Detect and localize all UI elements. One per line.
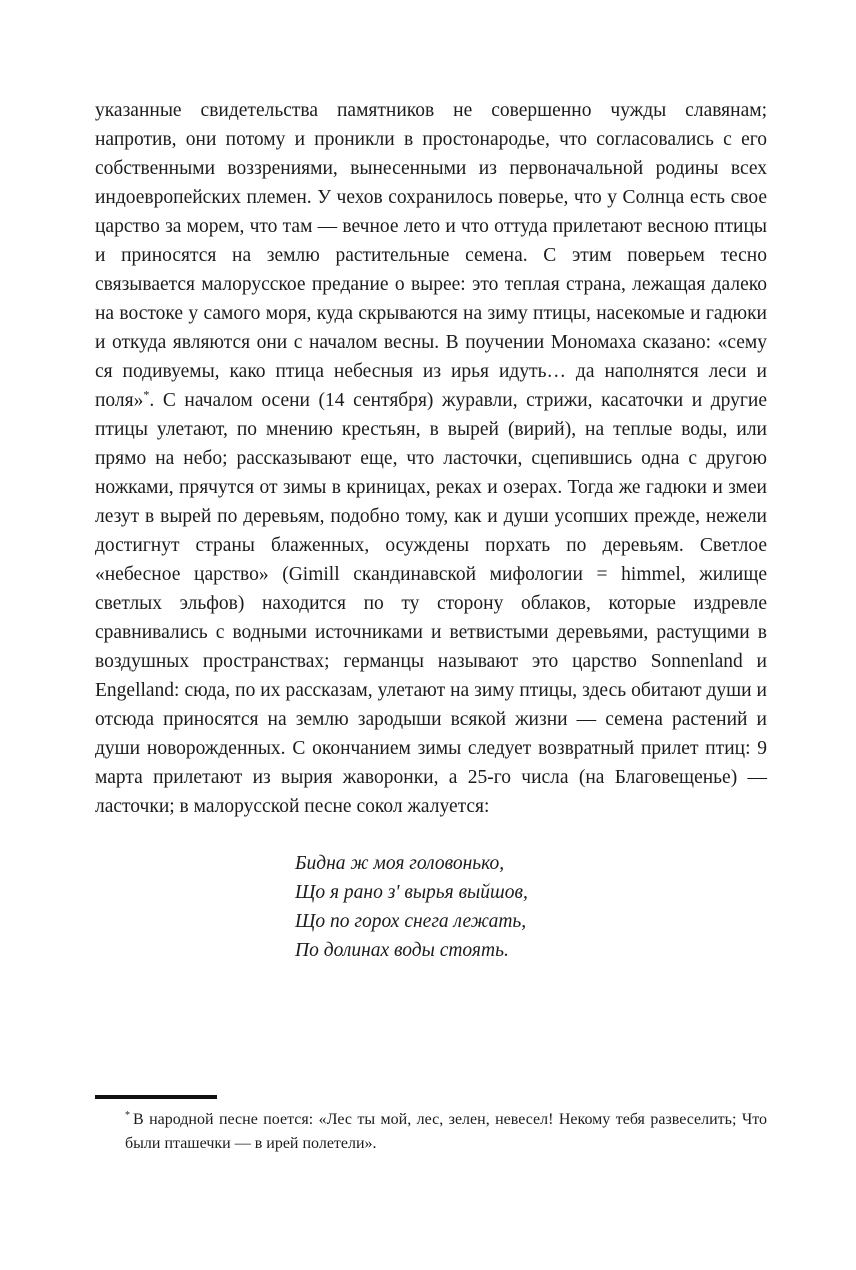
footnote [95, 1108, 767, 1155]
body-paragraph [95, 96, 767, 821]
footnote-marker: * [125, 1109, 130, 1121]
footnote-reference-marker[interactable]: * [143, 387, 150, 402]
verse-line: Бидна ж моя головонько, [295, 853, 505, 874]
footnote-area [95, 1095, 767, 1155]
footnote-text: В народной песне поется: «Лес ты мой, лес, зелен, невесел! Некому тебя развеселить; Что были пташечки — в ирей полетели». [125, 1111, 767, 1152]
paragraph-text-part2: . С началом осени (14 сентября) журавли, стрижи, касаточки и другие птицы улетают, по мнению крестьян, в вырей (вирий), на теплые воды, или прямо на небо; рассказывают еще, что ласточки, сцепившись одна с другою ножками, прячутся от зимы в криницах, реках и озерах. Тогда же гадюки и змеи лезут в вырей по деревьям, подобно тому, как и души усопших прежде, нежели достигнут страны блаженных, осуждены порхать по деревьям. Светлое «небесное царство» (Gimill скандинавской мифологии = himmel, жилище светлых эльфов) находится по ту сторону облаков, которые издревле сравнивались с водными источниками и ветвистыми деревьями, растущими в воздушных пространствах; германцы называют это царство Sonnenland и Engelland: сюда, по их рассказам, улетают на зиму птицы, здесь обитают души и отсюда приносятся на землю зародыши всякой жизни — семена растений и души новорожденных. С окончанием зимы следует возвратный прилет птиц: 9 марта прилетают из вырия жаворонки, а 25-го числа (на Благовещенье) — ласточки; в малорусской песне сокол жалуется: [95, 390, 767, 817]
paragraph-text-part1: указанные свидетельства памятников не совершенно чужды славянам; напротив, они потому и проникли в простонародье, что согласовались с его собственными воззрениями, вынесенными из первоначальной родины всех индоевропейских племен. У чехов сохранилось поверье, что у Солнца есть свое царство за морем, что там — вечное лето и что оттуда прилетают весною птицы и приносятся на землю растительные семена. С этим поверьем тесно связывается малорусское предание о вырее: это теплая страна, лежащая далеко на востоке у самого моря, куда скрываются на зиму птицы, насекомые и гадюки и откуда являются они с началом весны. В поучении Мономаха сказано: «сему ся подивуемы, како птица небесныя из ирья идуть… да наполнятся леси и поля» [95, 100, 767, 411]
footnote-separator-rule [95, 1095, 217, 1099]
main-text-block [95, 96, 767, 965]
verse-line: По долинах воды стоять. [295, 940, 509, 961]
verse-block [295, 849, 767, 965]
verse-line: Що я рано з' вырья выйшов, [295, 882, 528, 903]
verse-line: Що по горох снега лежать, [295, 911, 527, 932]
